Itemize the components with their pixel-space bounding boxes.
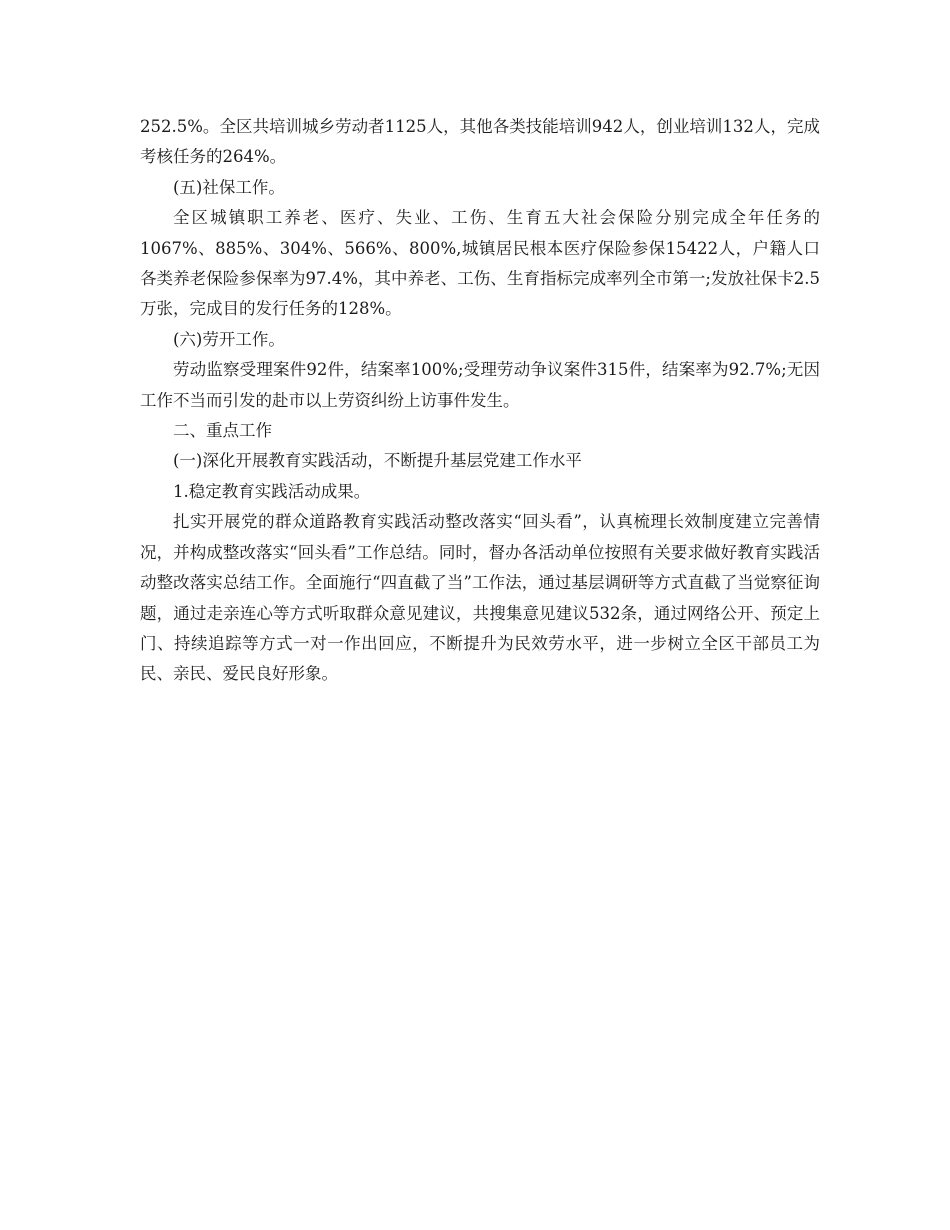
subheading-stabilize-results: 1.稳定教育实践活动成果。 <box>173 481 371 501</box>
paragraph-social-insurance: 全区城镇职工养老、医疗、失业、工伤、生育五大社会保险分别完成全年任务的1067%、885%、304%、566%、800%,城镇居民根本医疗保险参保15422人，户籍人口各类养老保险参保率为97.4%，其中养老、工伤、生育指标完成率列全市第一;发放社保卡2.5万张，完成目的发行任务的128%。 <box>140 208 820 319</box>
heading-labor-work: (六)劳开工作。 <box>173 329 285 349</box>
subheading-education-practice: (一)深化开展教育实践活动，不断提升基层党建工作水平 <box>173 451 582 471</box>
heading-social-insurance: (五)社保工作。 <box>173 177 285 197</box>
paragraph-training-results: 252.5%。全区共培训城乡劳动者1125人，其他各类技能培训942人，创业培训132人，完成考核任务的264%。 <box>140 117 820 167</box>
paragraph-education-practice: 扎实开展党的群众道路教育实践活动整改落实“回头看”，认真梳理长效制度建立完善情况，并构成整改落实“回头看”工作总结。同时，督办各活动单位按照有关要求做好教育实践活动整改落实总结工作。全面施行“四直截了当”工作法，通过基层调研等方式直截了当觉察征询题，通过走亲连心等方式听取群众意见建议，共搜集意见建议532条，通过网络公开、预定上门、持续追踪等方式一对一作出回应，不断提升为民效劳水平，进一步树立全区干部员工为民、亲民、爱民良好形象。 <box>140 512 820 684</box>
paragraph-labor-work: 劳动监察受理案件92件，结案率100%;受理劳动争议案件315件，结案率为92.7%;无因工作不当而引发的赴市以上劳资纠纷上访事件发生。 <box>140 360 820 410</box>
heading-key-work: 二、重点工作 <box>173 421 272 441</box>
document-page <box>140 112 820 690</box>
